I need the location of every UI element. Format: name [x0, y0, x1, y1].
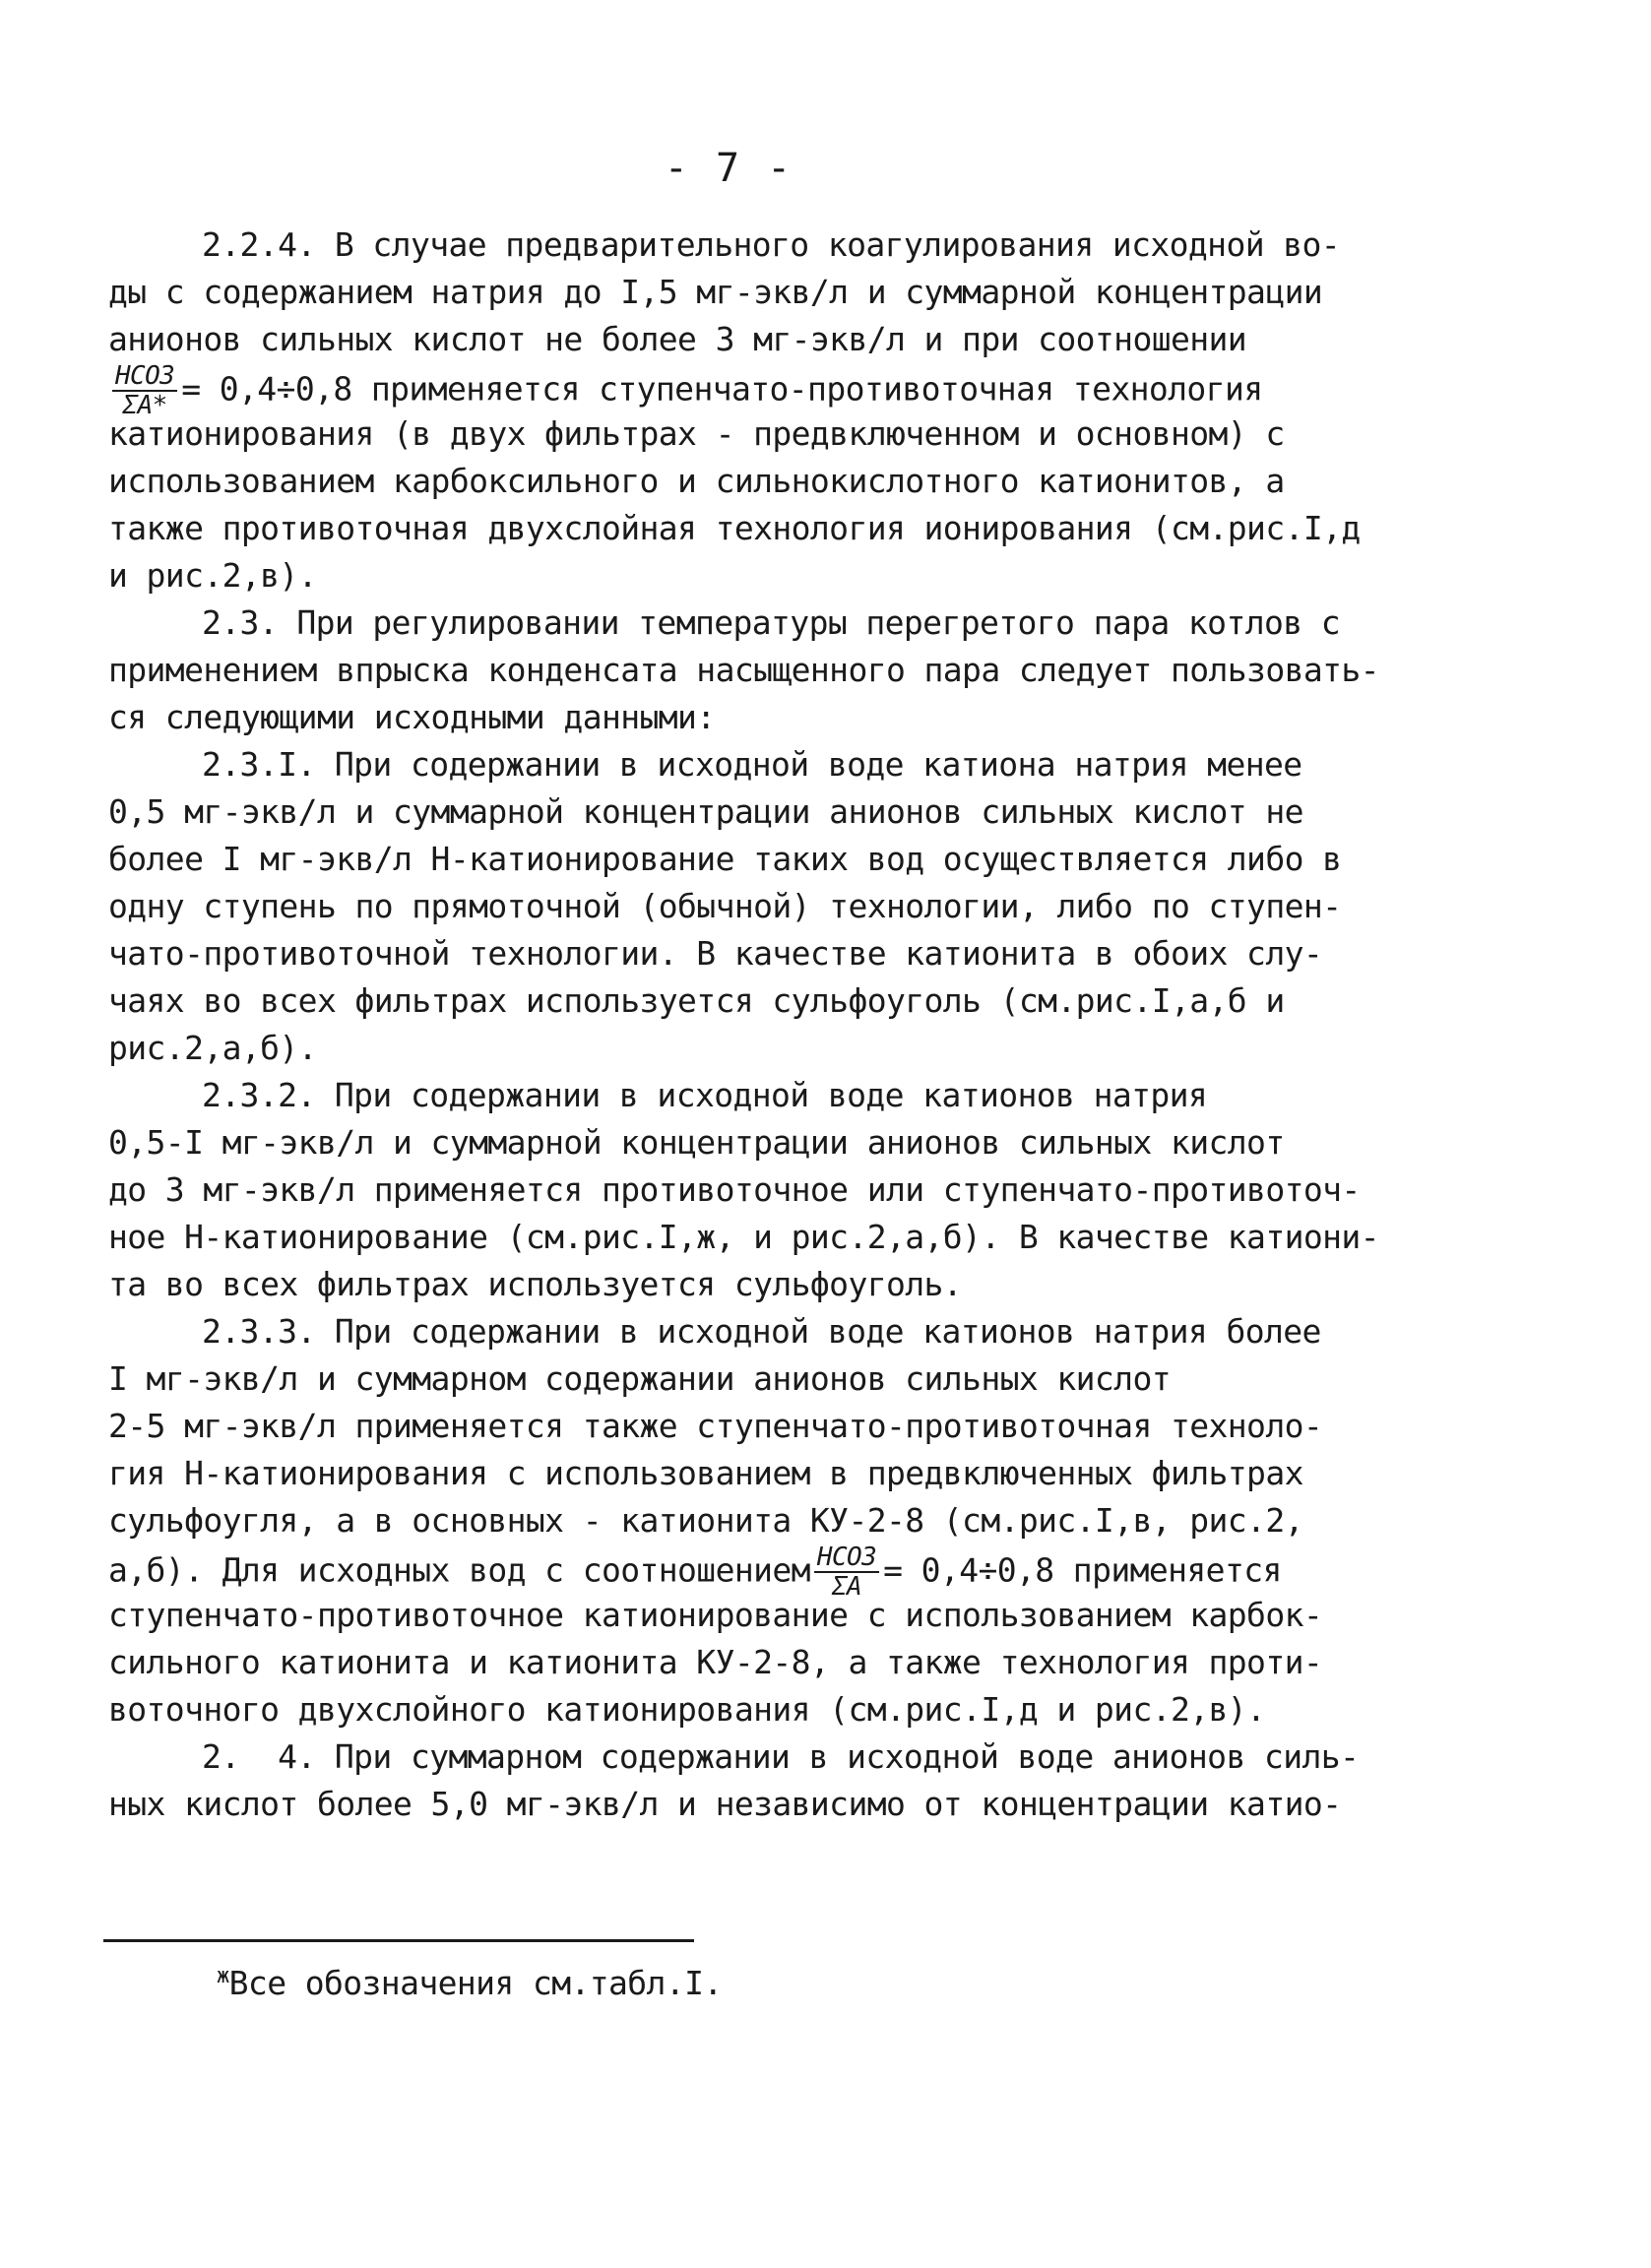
p234-line-2: ных кислот более 5,0 мг-экв/л и независимо от концентрации катио- [108, 1785, 1342, 1823]
p232-line-5: та во всех фильтрах используется сульфоуголь. [108, 1265, 963, 1303]
p224-line-5: катионирования (в двух фильтрах - предвключенном и основном) с [108, 414, 1285, 453]
p232-line-3: до 3 мг-экв/л применяется противоточное или ступенчато-противоточ- [108, 1170, 1361, 1209]
p23-line-1: 2.3. При регулировании температуры перегретого пара котлов с [202, 603, 1341, 642]
p224-line-8: и рис.2,в). [108, 556, 317, 595]
p231-line-4: одну ступень по прямоточной (обычной) технологии, либо по ступен- [108, 887, 1342, 925]
p233-line-7: ступенчато-противоточное катионирование с использованием карбок- [108, 1596, 1323, 1634]
p232-line-4: ное Н-катионирование (см.рис.I,ж, и рис.2,а,б). В качестве катиони- [108, 1218, 1379, 1256]
p231-line-5: чато-противоточной технологии. В качестве катионита в обоих слу- [108, 934, 1323, 973]
p224-line-7: также противоточная двухслойная технология ионирования (см.рис.I,д [108, 509, 1361, 547]
p233-line-8: сильного катионита и катионита КУ-2-8, а также технология проти- [108, 1643, 1323, 1681]
p233-line-3: 2-5 мг-экв/л применяется также ступенчато-противоточная техноло- [108, 1407, 1323, 1445]
p233-line-6-tail: = 0,4÷0,8 применяется [883, 1550, 1282, 1590]
p233-line-6-text: а,б). Для исходных вод с соотношением [108, 1550, 810, 1590]
p232-line-2: 0,5-I мг-экв/л и суммарной концентрации анионов сильных кислот [108, 1123, 1285, 1162]
p224-line-4-text: = 0,4÷0,8 применяется ступенчато-противоточная технология [181, 369, 1263, 409]
p224-line-3: анионов сильных кислот не более 3 мг-экв/л и при соотношении [108, 320, 1247, 358]
p233-line-1: 2.3.3. При содержании в исходной воде катионов натрия более [202, 1312, 1321, 1351]
fraction-numerator: HCO3 [112, 363, 177, 392]
p23-line-2: применением впрыска конденсата насыщенного пара следует пользовать- [108, 651, 1379, 689]
p233-line-4: гия Н-катионирования с использованием в предвключенных фильтрах [108, 1454, 1303, 1492]
page-number: - 7 - [664, 146, 794, 191]
footnote-divider [103, 1939, 694, 1942]
fraction-numerator: HCO3 [814, 1544, 879, 1573]
body-text [108, 221, 1447, 1828]
p23-line-3: ся следующими исходными данными: [108, 698, 716, 736]
p233-line-5: сульфоугля, а в основных - катионита КУ-2-8 (см.рис.I,в, рис.2, [108, 1501, 1303, 1540]
footnote-text: Все обозначения см.табл.I. [228, 1964, 723, 2002]
fraction-denominator: ΣA* [122, 391, 167, 420]
footnote [217, 1964, 723, 2002]
p224-line-1: 2.2.4. В случае предварительного коагулирования исходной во- [202, 225, 1341, 264]
p233-line-9: воточного двухслойного катионирования (см.рис.I,д и рис.2,в). [108, 1690, 1266, 1729]
p233-line-2: I мг-экв/л и суммарном содержании анионов сильных кислот [108, 1359, 1171, 1398]
fraction-denominator: ΣA [831, 1572, 862, 1602]
p231-line-7: рис.2,а,б). [108, 1029, 317, 1067]
p224-line-4 [108, 361, 1447, 420]
p231-line-3: более I мг-экв/л Н-катионирование таких вод осуществляется либо в [108, 840, 1342, 878]
footnote-marker: ж [217, 1964, 229, 1988]
p234-line-1: 2. 4. При суммарном содержании в исходной воде анионов силь- [202, 1737, 1360, 1776]
p224-line-6: использованием карбоксильного и сильнокислотного катионитов, а [108, 462, 1285, 500]
p224-line-2: ды с содержанием натрия до I,5 мг-экв/л и суммарной концентрации [108, 273, 1323, 311]
p233-line-6 [108, 1543, 1447, 1602]
p231-line-1: 2.3.I. При содержании в исходной воде катиона натрия менее [202, 745, 1302, 784]
p231-line-6: чаях во всех фильтрах используется сульфоуголь (см.рис.I,а,б и [108, 981, 1285, 1020]
p231-line-2: 0,5 мг-экв/л и суммарной концентрации анионов сильных кислот не [108, 792, 1303, 831]
p232-line-1: 2.3.2. При содержании в исходной воде катионов натрия [202, 1076, 1208, 1114]
